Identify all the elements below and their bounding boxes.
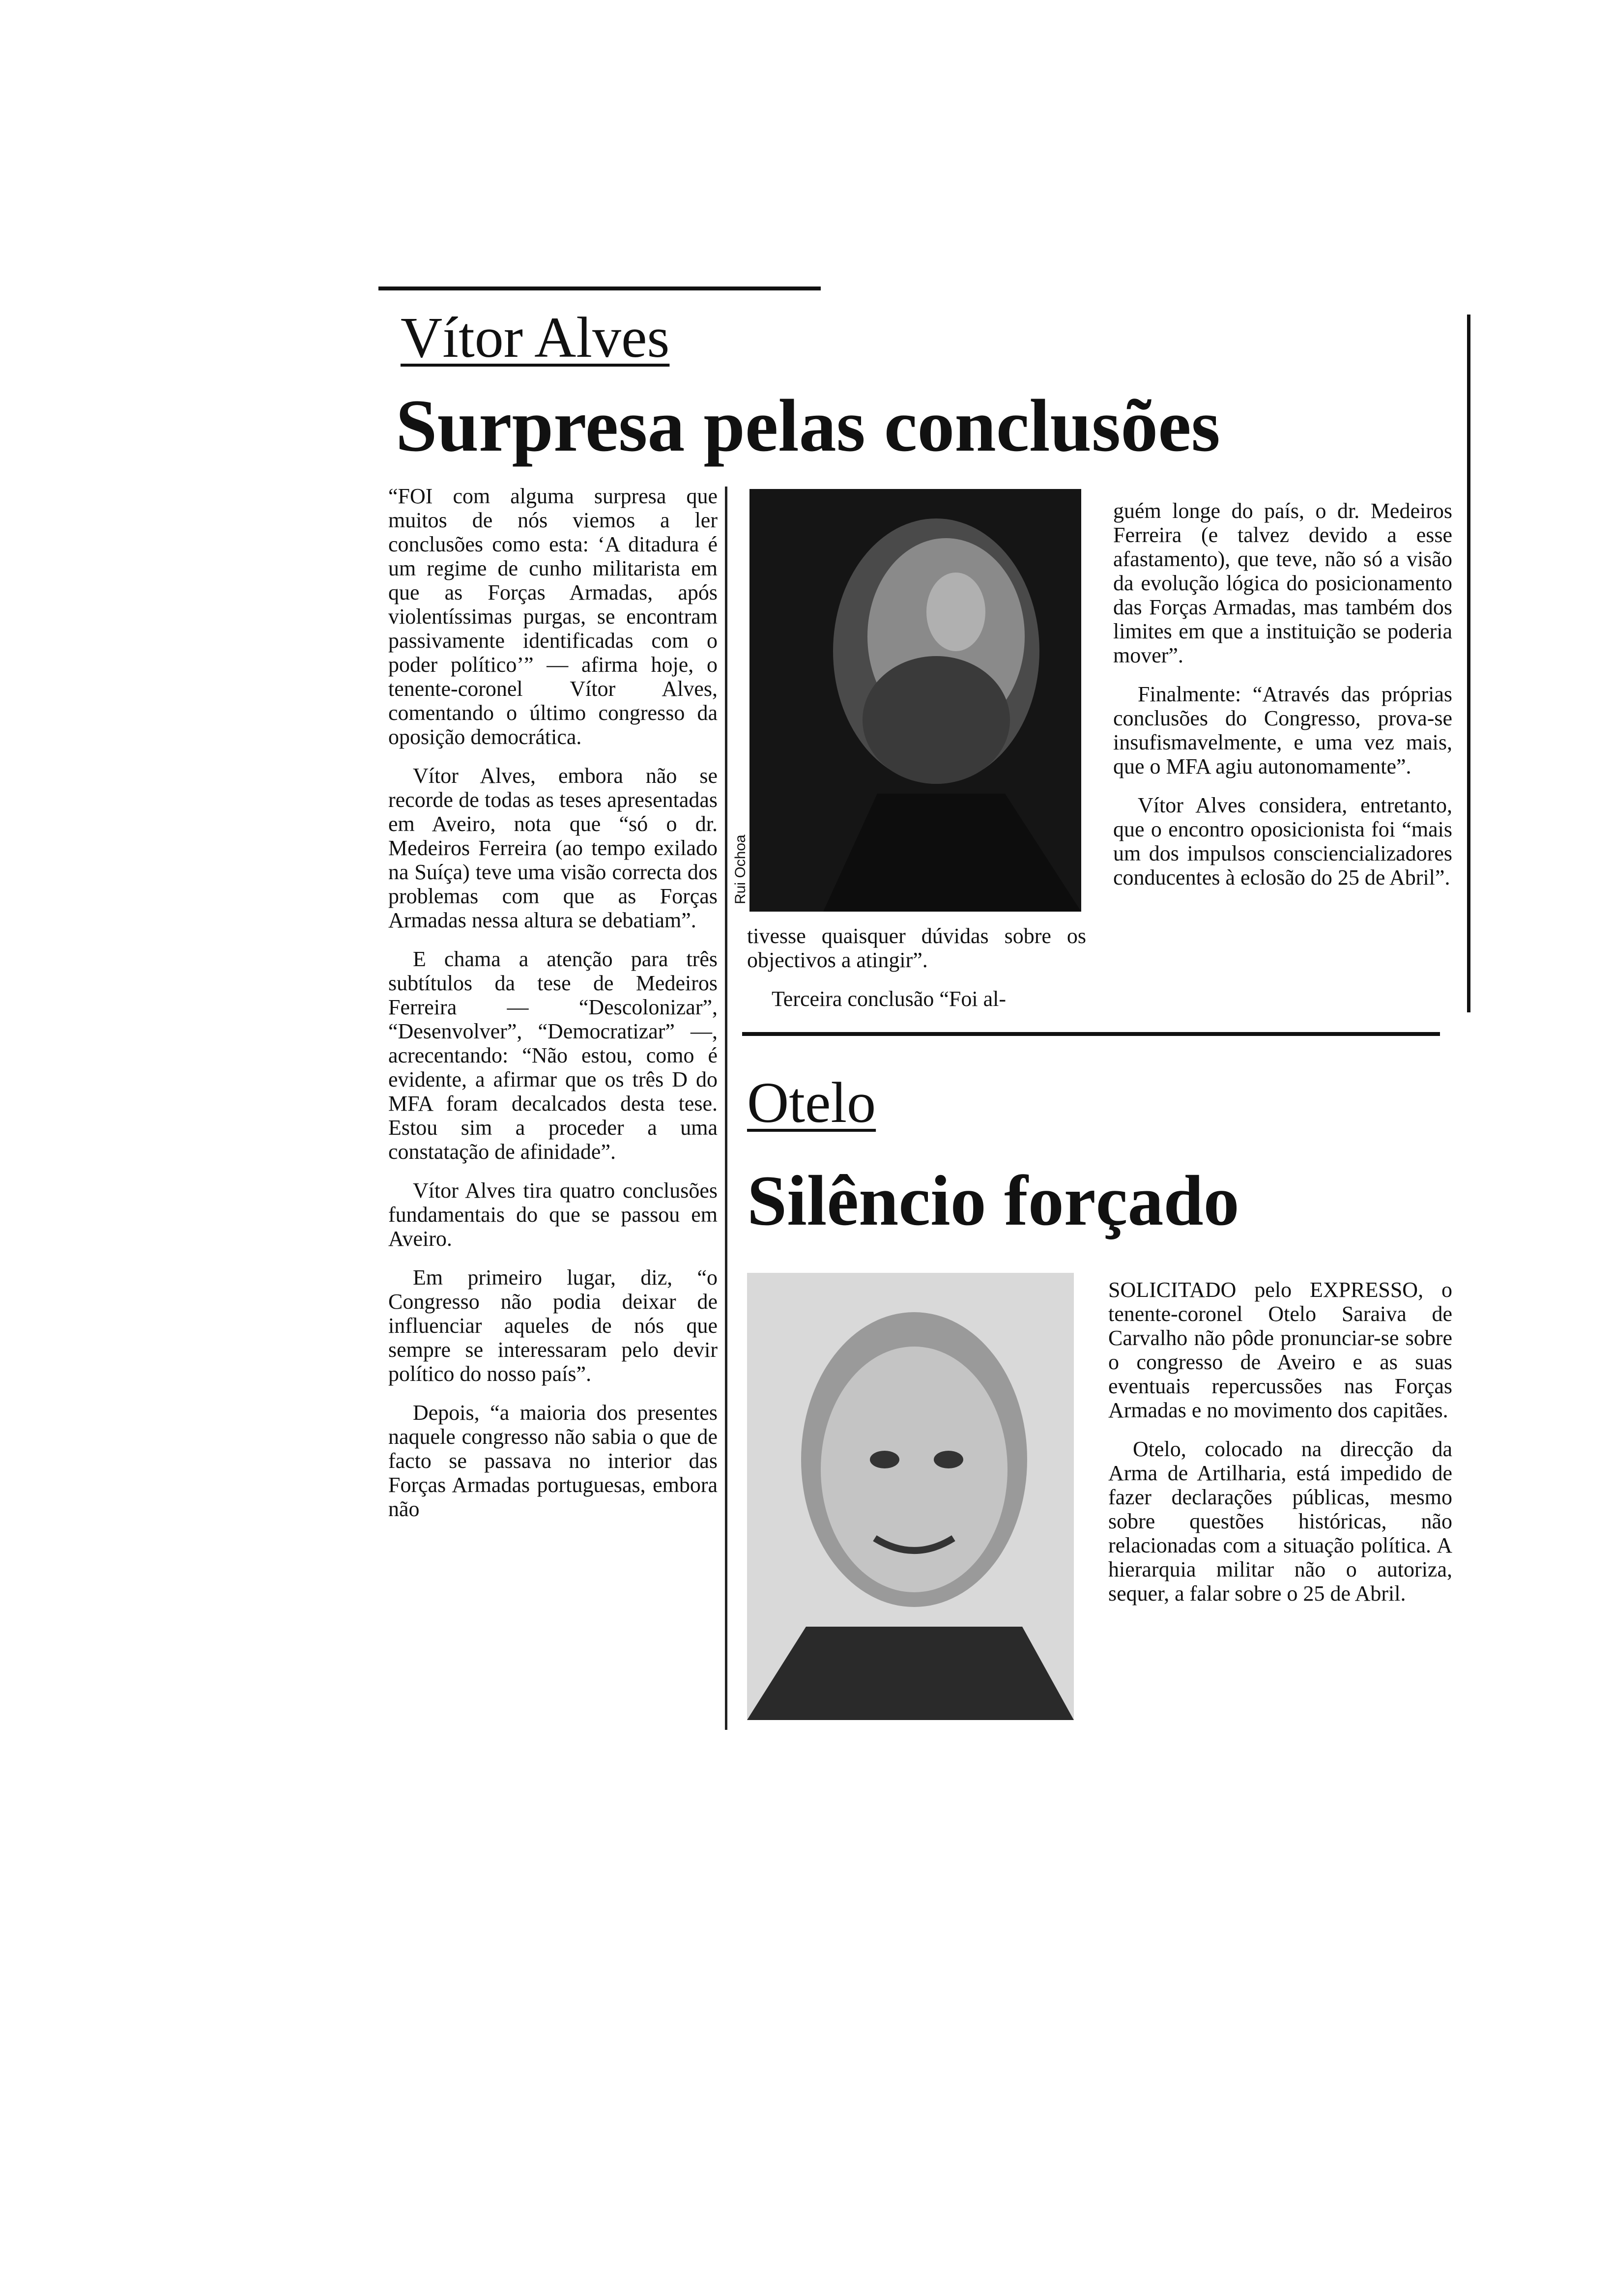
- article1-col3-para-1: guém longe do país, o dr. Medeiros Ferreira (e talvez devido a esse afastamento), que teve, não só a visão da evolução lógica do posicionamento das Forças Armadas, mas também dos limites em que a instituição se poderia mover”.: [1113, 499, 1452, 667]
- article2-para-2: Otelo, colocado na direcção da Arma de Artilharia, está impedido de fazer declarações públicas, mesmo sobre questões históricas, não relacionadas com a situação política. A hierarquia militar não o autoriza, sequer, a falar sobre o 25 de Abril.: [1108, 1437, 1452, 1606]
- article1-col3-para-3: Vítor Alves considera, entretanto, que o encontro oposicionista foi “mais um dos impulsos consciencializadores conducentes à eclosão do 25 de Abril”.: [1113, 793, 1452, 890]
- article2-kicker: Otelo: [747, 1070, 876, 1135]
- article1-col1-para-4: Vítor Alves tira quatro conclusões fundamentais do que se passou em Aveiro.: [388, 1178, 718, 1251]
- vitor-alves-photo: [749, 489, 1081, 912]
- article2-para-1: SOLICITADO pelo EXPRESSO, o tenente-coronel Otelo Saraiva de Carvalho não pôde pronunciar-se sobre o congresso de Aveiro e as suas eventuais repercussões nas Forças Armadas e no movimento dos capitães.: [1108, 1278, 1452, 1422]
- article1-col2-para-1: tivesse quaisquer dúvidas sobre os objectivos a atingir”.: [747, 924, 1086, 972]
- article2-headline: Silêncio forçado: [747, 1161, 1239, 1240]
- article1-column-2: [747, 924, 1086, 1026]
- article1-col1-para-2: Vítor Alves, embora não se recorde de todas as teses apresentadas em Aveiro, nota que “só o dr. Medeiros Ferreira (ao tempo exilado na Suíça) teve uma visão correcta dos problemas com que as Forças Armadas nessa altura se debatiam”.: [388, 764, 718, 932]
- article1-col2-para-2: Terceira conclusão “Foi al-: [772, 987, 1007, 1011]
- article1-col3-para-2: Finalmente: “Através das próprias conclusões do Congresso, prova-se insufismavelmente, e uma vez mais, que o MFA agiu autonomamente”.: [1113, 682, 1452, 778]
- article1-col1-para-3: E chama a atenção para três subtítulos da tese de Medeiros Ferreira — “Descolonizar”, “Desenvolver”, “Democratizar” —, acrecentando: “Não estou, como é evidente, a afirmar que os três D do MFA foram decalcados desta tese. Estou sim a proceder a uma constatação de afinidade”.: [388, 947, 718, 1164]
- article1-col1-para-5: Em primeiro lugar, diz, “o Congresso não podia deixar de influenciar aqueles de nós que sempre se interessaram pelo devir político do nosso país”.: [388, 1265, 718, 1386]
- article1-column-3: [1113, 499, 1452, 904]
- photo-credit: Rui Ochoa: [732, 834, 748, 904]
- otelo-photo: [747, 1273, 1074, 1720]
- article2-column: [1108, 1278, 1452, 1620]
- right-border-rule: [1467, 315, 1470, 1012]
- section-divider-rule: [742, 1032, 1440, 1036]
- article1-kicker: Vítor Alves: [401, 305, 670, 370]
- article1-col1-para-6: Depois, “a maioria dos presentes naquele congresso não sabia o que de facto se passava no interior das Forças Armadas portuguesas, embora não: [388, 1401, 718, 1521]
- article1-col1-para-1: “FOI com alguma surpresa que muitos de nós viemos a ler conclusões como esta: ‘A ditadura é um regime de cunho militarista em que as Forças Armadas, após violentíssimas purgas, se encontram passivamente identificadas com o poder político’” — afirma hoje, o tenente-coronel Vítor Alves, comentando o último congresso da oposição democrática.: [388, 484, 718, 749]
- article1-headline: Surpresa pelas conclusões: [396, 384, 1220, 467]
- article1-column-1: [388, 484, 718, 1536]
- column-divider-rule: [725, 487, 727, 1730]
- top-rule: [378, 287, 821, 290]
